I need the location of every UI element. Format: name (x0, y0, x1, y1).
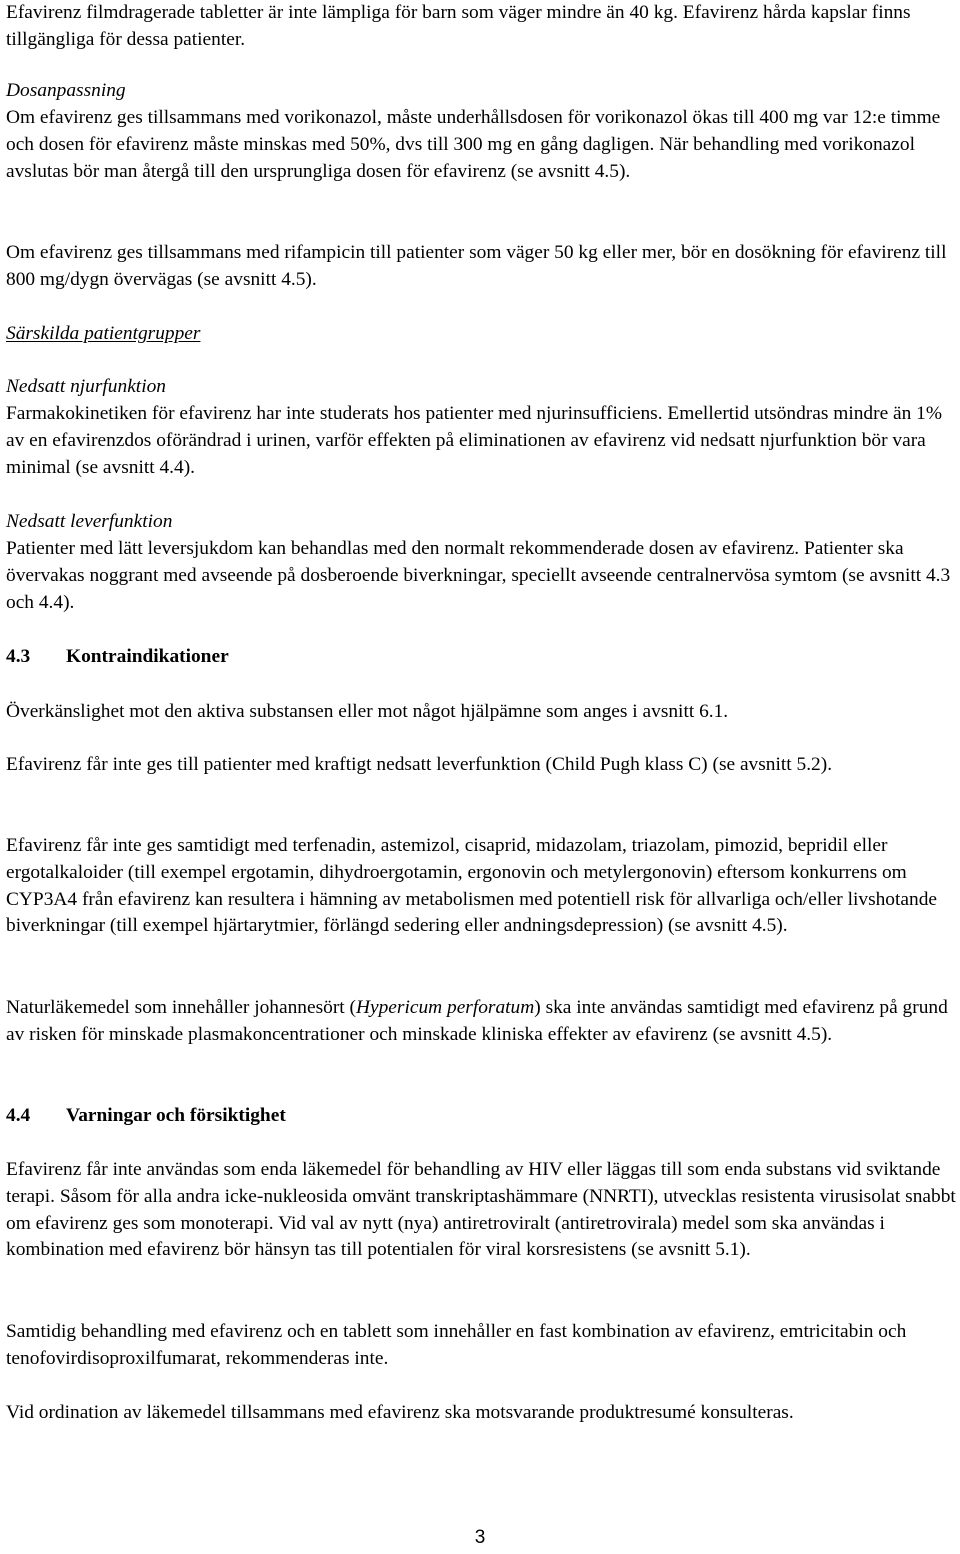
paragraph-samtidig-behandling: Samtidig behandling med efavirenz och en tablett som innehåller en fast kombination av efavirenz, emtricitabin och tenofovirdisoproxilfumarat, rekommenderas inte. (6, 1321, 907, 1369)
section-title: Kontraindikationer (66, 646, 229, 667)
paragraph-njurfunktion: Farmakokinetiken för efavirenz har inte studerats hos patienter med njurinsufficiens. Emellertid utsöndras mindre än 1% av en efavirenzdos oförändrad i urinen, varför effekten på eliminationen av efavirenz vid nedsatt njurfunktion bör vara minimal (se avsnitt 4.4). (6, 403, 943, 478)
heading-sarskilda-patientgrupper: Särskilda patientgrupper (6, 323, 201, 344)
section-number: 4.4 (6, 1105, 31, 1126)
paragraph-overkanslighet: Överkänslighet mot den aktiva substansen eller mot något hjälpämne som anges i avsnitt 6.1. (6, 701, 729, 722)
section-heading-4-3 (6, 644, 960, 671)
paragraph-terfenadin: Efavirenz får inte ges samtidigt med terfenadin, astemizol, cisaprid, midazolam, triazolam, pimozid, bepridil eller ergotalkaloider (till exempel ergotamin, dihydroergotamin, ergonovin och metylergonovin) eftersom konkurrens om CYP3A4 från efavirenz kan resultera i hämning av metabolismen med potentiell risk för allvarliga och/eller livshotande biverkningar (till exempel hjärtarytmier, förlängd sedering eller andningsdepression) (se avsnitt 4.5). (6, 835, 937, 937)
heading-dosanpassning: Dosanpassning (6, 80, 126, 101)
johannesort-text-before: Naturläkemedel som innehåller johannesört ( (6, 997, 356, 1018)
paragraph-leverfunktion: Patienter med lätt leversjukdom kan behandlas med den normalt rekommenderade dosen av efavirenz. Patienter ska övervakas noggrant med avseende på dosberoende biverkningar, speciellt avseende centralnervösa symtom (se avsnitt 4.3 och 4.4). (6, 538, 951, 613)
heading-nedsatt-leverfunktion: Nedsatt leverfunktion (6, 511, 173, 532)
heading-nedsatt-njurfunktion: Nedsatt njurfunktion (6, 376, 166, 397)
section-number: 4.3 (6, 646, 31, 667)
paragraph-johannesort (6, 995, 960, 1049)
paragraph-dosanpassning: Om efavirenz ges tillsammans med vorikonazol, måste underhållsdosen för vorikonazol ökas till 400 mg var 12:e timme och dosen för efavirenz måste minskas med 50%, dvs till 300 mg en gång dagligen. När behandling med vorikonazol avslutas bör man återgå till den ursprungliga dosen för efavirenz (se avsnitt 4.5). (6, 107, 941, 182)
johannesort-text-after: ) ska inte användas samtidigt med efavirenz på grund av risken för minskade plasmakoncentrationer och minskade kliniska effekter av efavirenz (se avsnitt 4.5). (6, 997, 948, 1045)
section-title: Varningar och försiktighet (66, 1105, 286, 1126)
paragraph-ordination: Vid ordination av läkemedel tillsammans med efavirenz ska motsvarande produktresumé konsulteras. (6, 1402, 794, 1423)
section-heading-4-4 (6, 1103, 960, 1130)
paragraph-pediatric-note: Efavirenz filmdragerade tabletter är inte lämpliga för barn som väger mindre än 40 kg. Efavirenz hårda kapslar finns tillgängliga för dessa patienter. (6, 2, 911, 50)
paragraph-rifampicin: Om efavirenz ges tillsammans med rifampicin till patienter som väger 50 kg eller mer, bör en dosökning för efavirenz till 800 mg/dygn övervägas (se avsnitt 4.5). (6, 242, 947, 290)
paragraph-hiv-monoterapi: Efavirenz får inte användas som enda läkemedel för behandling av HIV eller läggas till som enda substans vid sviktande terapi. Såsom för alla andra icke-nukleosida omvänt transkriptashämmare (NNRTI), utvecklas resistenta virusisolat snabbt om efavirenz ges som monoterapi. Vid val av nytt (nya) antiretroviralt (antiretrovirala) medel som ska användas i kombination med efavirenz bör hänsyn tas till potentialen för viral korsresistens (se avsnitt 5.1). (6, 1159, 956, 1261)
paragraph-child-pugh: Efavirenz får inte ges till patienter med kraftigt nedsatt leverfunktion (Child Pugh klass C) (se avsnitt 5.2). (6, 754, 833, 775)
johannesort-latin-name: Hypericum perforatum (356, 997, 535, 1018)
page-number: 3 (474, 1527, 486, 1548)
